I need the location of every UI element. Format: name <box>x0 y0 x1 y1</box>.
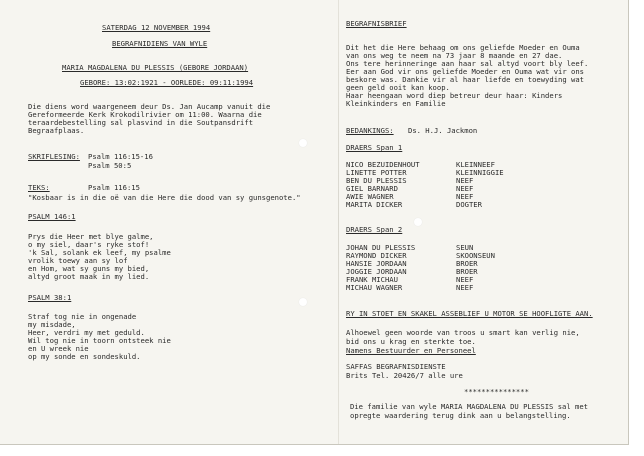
bearer-relation: SEUN <box>456 243 474 252</box>
scripture-label: SKRIFLESING: <box>28 152 80 161</box>
header-date: SATERDAG 12 NOVEMBER 1994 <box>102 23 211 32</box>
bearer-name: BEN DU PLESSIS <box>346 176 407 185</box>
letter-line: Haar heengaan word diep betreur deur haar: Kinders <box>346 91 563 100</box>
thanks-label: BEDANKINGS: <box>346 126 394 135</box>
bearer-name: GIEL BARNARD <box>346 184 398 193</box>
letter-line: van ons weg te neem na 73 jaar 8 maande en 27 dae. <box>346 51 563 60</box>
bearer-name: LINETTE POTTER <box>346 168 407 177</box>
bearer-name: RAYMOND DICKER <box>346 251 407 260</box>
deceased-name: MARIA MAGDALENA DU PLESSIS (GEBORE JORDAAN) <box>62 63 249 72</box>
bearer-relation: DOGTER <box>456 200 482 209</box>
bearers-team-title: DRAERS Span 1 <box>346 143 403 152</box>
bearer-name: JOHAN DU PLESSIS <box>346 243 416 252</box>
psalm-line: Straf tog nie in ongenade <box>28 312 137 321</box>
bearer-relation: NEEF <box>456 184 474 193</box>
bearer-relation: KLEINNEEF <box>456 160 495 169</box>
letter-line: Eer aan God vir ons geliefde Moeder en Ouma wat vir ons <box>346 67 584 76</box>
bearer-relation: NEEF <box>456 283 474 292</box>
bearer-relation: NEEF <box>456 192 474 201</box>
punch-hole <box>299 298 307 306</box>
closing-line: Die familie van wyle MARIA MAGDALENA DU PLESSIS sal met <box>350 402 588 411</box>
bearer-name: MARITA DICKER <box>346 200 403 209</box>
condolence-line: Alhoewel geen woorde van troos u smart kan verlig nie, <box>346 328 580 337</box>
page-fold <box>338 0 339 444</box>
bearer-name: AWIE WAGNER <box>346 192 394 201</box>
car-lights-notice: RY IN STOET EN SKAKEL ASSEBLIEF U MOTOR SE HOOFLIGTE AAN. <box>346 309 593 318</box>
psalm-line: 'k Sal, solank ek leef, my psalme <box>28 248 171 257</box>
undertaker-name: SAFFAS BEGRAFNISDIENSTE <box>346 362 446 371</box>
psalm-line: en Hom, wat sy guns my bied, <box>28 264 150 273</box>
psalm-line: o my siel, daar's ryke stof! <box>28 240 150 249</box>
text-label: TEKS: <box>28 183 50 192</box>
bearer-row <box>346 201 402 209</box>
letter-line: beskore was. Dankie vir al haar liefde en toewyding wat <box>346 75 584 84</box>
intro-line: Die diens word waargeneem deur Ds. Jan Aucamp vanuit die <box>28 102 271 111</box>
divider-stars: *************** <box>464 387 529 396</box>
bearer-relation: NEEF <box>456 275 474 284</box>
closing-line: opregte waardering terug dink aan u belangstelling. <box>350 411 571 420</box>
psalm-line: vrolik toewy aan sy lof <box>28 256 128 265</box>
letter-line: geen geld ooit kan koop. <box>346 83 450 92</box>
letter-line: Dit het die Here behaag om ons geliefde Moeder en Ouma <box>346 43 580 52</box>
psalm-line: my misdade, <box>28 320 76 329</box>
bearer-name: MICHAU WAGNER <box>346 283 403 292</box>
text-quote: "Kosbaar is in die oë van die Here die dood van sy gunsgenote." <box>28 193 301 202</box>
bearer-name: HANSIE JORDAAN <box>346 259 407 268</box>
bearer-relation: NEEF <box>456 176 474 185</box>
staff-heading: Namens Bestuurder en Personeel <box>346 346 476 355</box>
bearer-relation: KLEINNIGGIE <box>456 168 504 177</box>
scripture-ref: Psalm 116:15-16 <box>88 152 153 161</box>
letter-line: Kleinkinders en Familie <box>346 99 446 108</box>
scripture-ref: Psalm 50:5 <box>88 161 132 170</box>
bearer-relation: BROER <box>456 259 478 268</box>
psalm-line: op my sonde en sondeskuld. <box>28 352 141 361</box>
bearer-name: NICO BEZUIDENHOUT <box>346 160 420 169</box>
intro-line: Gereformeerde Kerk Krokodilrivier om 11:00. Waarna die <box>28 110 262 119</box>
psalm-line: en U wreek nie <box>28 344 89 353</box>
condolence-line: bid ons u krag en sterkte toe. <box>346 337 476 346</box>
bearers-team-title: DRAERS Span 2 <box>346 225 403 234</box>
psalm-title: PSALM 38:1 <box>28 293 72 302</box>
intro-line: teraardebestelling sal plasvind in die Soutpansdrift <box>28 118 254 127</box>
birth-death-dates: GEBORE: 13:02:1921 - OORLEDE: 09:11:1994 <box>80 78 254 87</box>
bearer-relation: SKOONSEUN <box>456 251 495 260</box>
bearer-name: JOGGIE JORDAAN <box>346 267 407 276</box>
bearer-relation: BROER <box>456 267 478 276</box>
undertaker-phone: Brits Tel. 20426/7 alle ure <box>346 371 463 380</box>
text-ref: Psalm 116:15 <box>88 183 140 192</box>
thanks-name: Ds. H.J. Jackmon <box>408 126 478 135</box>
psalm-line: Heer, verdri my met geduld. <box>28 328 145 337</box>
letter-line: Ons tere herinneringe aan haar sal altyd voort bly leef. <box>346 59 589 68</box>
psalm-line: Prys die Heer met blye galme, <box>28 232 154 241</box>
bearer-row <box>346 284 402 292</box>
punch-hole <box>299 139 307 147</box>
intro-line: Begraafplaas. <box>28 126 85 135</box>
letter-title: BEGRAFNISBRIEF <box>346 19 407 28</box>
punch-hole <box>414 218 422 226</box>
service-title: BEGRAFNIDIENS VAN WYLE <box>112 39 208 48</box>
psalm-line: Wil tog nie in toorn ontsteek nie <box>28 336 171 345</box>
bearer-name: FRANK MICHAU <box>346 275 398 284</box>
psalm-line: altyd groot maak in my lied. <box>28 272 150 281</box>
psalm-title: PSALM 146:1 <box>28 212 76 221</box>
